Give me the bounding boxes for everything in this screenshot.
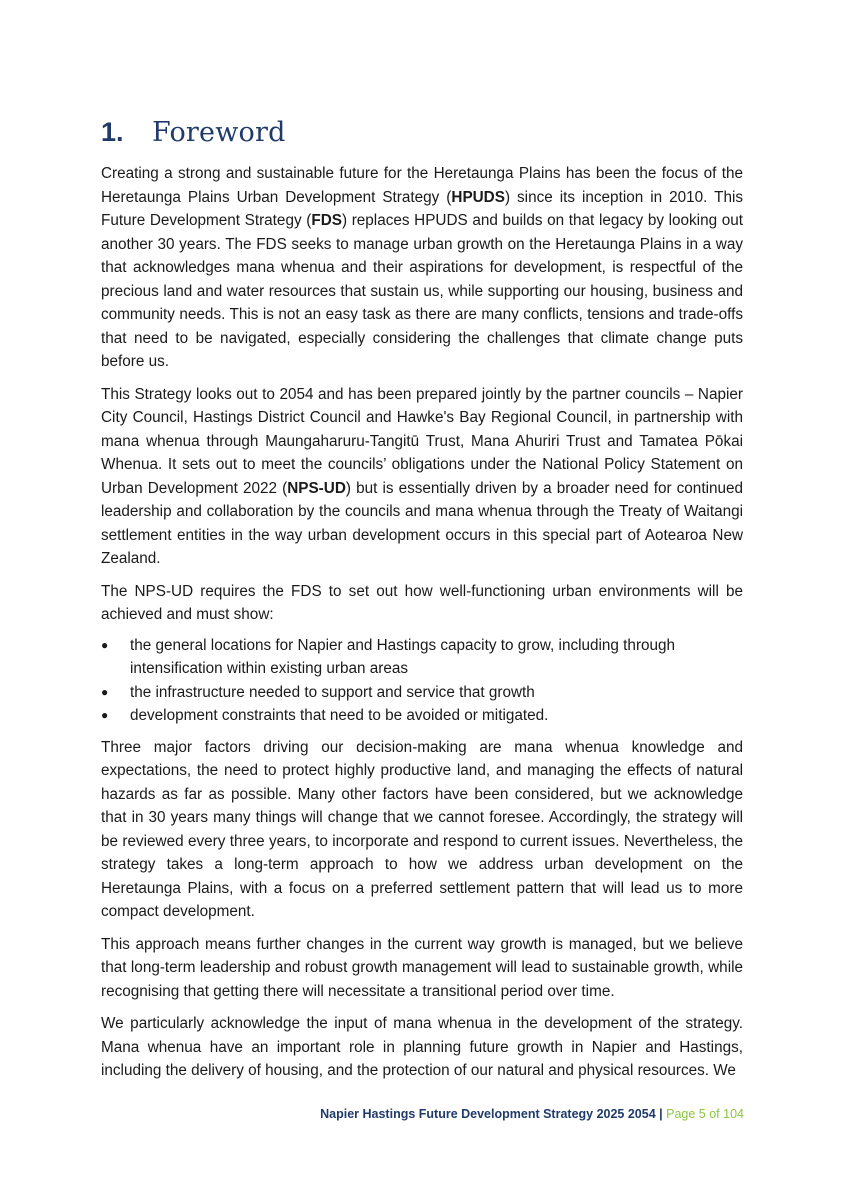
- body-text: [101, 162, 743, 1092]
- list-item: [101, 681, 743, 705]
- paragraph-1: [101, 162, 743, 374]
- paragraph-5: This approach means further changes in the current way growth is managed, but we believe that long-term leadership and robust growth management will lead to sustainable growth, while recognising that getting there will necessitate a transitional period over time.: [101, 935, 743, 1000]
- paragraph-1-text-a: Creating a strong and sustainable future for the Heretaunga Plains has been the focus of the Heretaunga Plains Urban Development Strategy (: [101, 165, 743, 206]
- paragraph-4: Three major factors driving our decision-making are mana whenua knowledge and expectations, the need to protect highly productive land, and managing the effects of natural hazards as far as possible. Many other factors have been considered, but we acknowledge that in 30 years many things will change that we cannot foresee. Accordingly, the strategy will be reviewed every three years, to incorporate and respond to current issues. Nevertheless, the strategy takes a long-term approach to how we address urban development on the Heretaunga Plains, with a focus on a preferred settlement pattern that will lead us to more compact development.: [101, 738, 743, 920]
- paragraph-6: We particularly acknowledge the input of mana whenua in the development of the strategy. Mana whenua have an important role in planning future growth in Napier and Hastings, including the delivery of housing, and the protection of our natural and physical resources. We: [101, 1015, 743, 1079]
- paragraph-2-text-c: ) but is essentially driven by a broader need for continued leadership and collaboration by the councils and mana whenua through the Treaty of Waitangi settlement entities in the way urban development occurs in this special part of Aotearoa New Zealand.: [101, 479, 743, 567]
- paragraph-2: [101, 383, 743, 571]
- paragraph-1-text-c: ) since its inception in 2010. This Future Development Strategy (: [101, 188, 743, 229]
- list-item: [101, 704, 743, 728]
- section-title: Foreword: [152, 117, 286, 148]
- section-number: 1.: [101, 117, 124, 147]
- section-heading: [101, 112, 286, 149]
- acronym-fds: FDS: [311, 212, 342, 229]
- footer-document-title: Napier Hastings Future Development Strategy 2025 2054: [320, 1107, 656, 1121]
- page-footer: [320, 1107, 744, 1121]
- acronym-nps-ud: NPS-UD: [287, 479, 346, 497]
- acronym-hpuds: HPUDS: [451, 188, 505, 206]
- bullet-icon: ●: [101, 684, 109, 699]
- list-item: [101, 634, 743, 681]
- list-item-text: the general locations for Napier and Hastings capacity to grow, including through intensification within existing urban areas: [130, 636, 676, 677]
- page-number: Page 5 of 104: [666, 1107, 744, 1121]
- paragraph-2-text-a: This Strategy looks out to 2054 and has been prepared jointly by the partner councils – Napier City Council, Hastings District Council and Hawke's Bay Regional Council, in partnership with mana whenua through Maungaharuru-Tangitū Trust, Mana Ahuriri Trust and Tamatea Pōkai Whenua. It sets out to meet the councils’ obligations under the National Policy Statement on Urban Development 2022 (: [101, 385, 743, 497]
- paragraph-1-text-e: ) replaces HPUDS and builds on that legacy by looking out another 30 years. The FDS seeks to manage urban growth on the Heretaunga Plains in a way that acknowledges mana whenua and their aspirations for development, is respectful of the precious land and water resources that sustain us, while supporting our housing, business and community needs. This is not an easy task as there are many conflicts, tensions and trade-offs that need to be navigated, especially considering the challenges that climate change puts before us.: [101, 212, 743, 370]
- bullet-icon: ●: [101, 637, 109, 652]
- paragraph-3: The NPS-UD requires the FDS to set out how well-functioning urban environments will be achieved and must show:: [101, 582, 743, 623]
- bullet-icon: ●: [101, 708, 109, 722]
- footer-separator: |: [659, 1107, 663, 1121]
- requirements-list: [101, 634, 743, 728]
- list-item-text: the infrastructure needed to support and service that growth: [130, 683, 535, 701]
- list-item-text: development constraints that need to be avoided or mitigated.: [130, 707, 549, 724]
